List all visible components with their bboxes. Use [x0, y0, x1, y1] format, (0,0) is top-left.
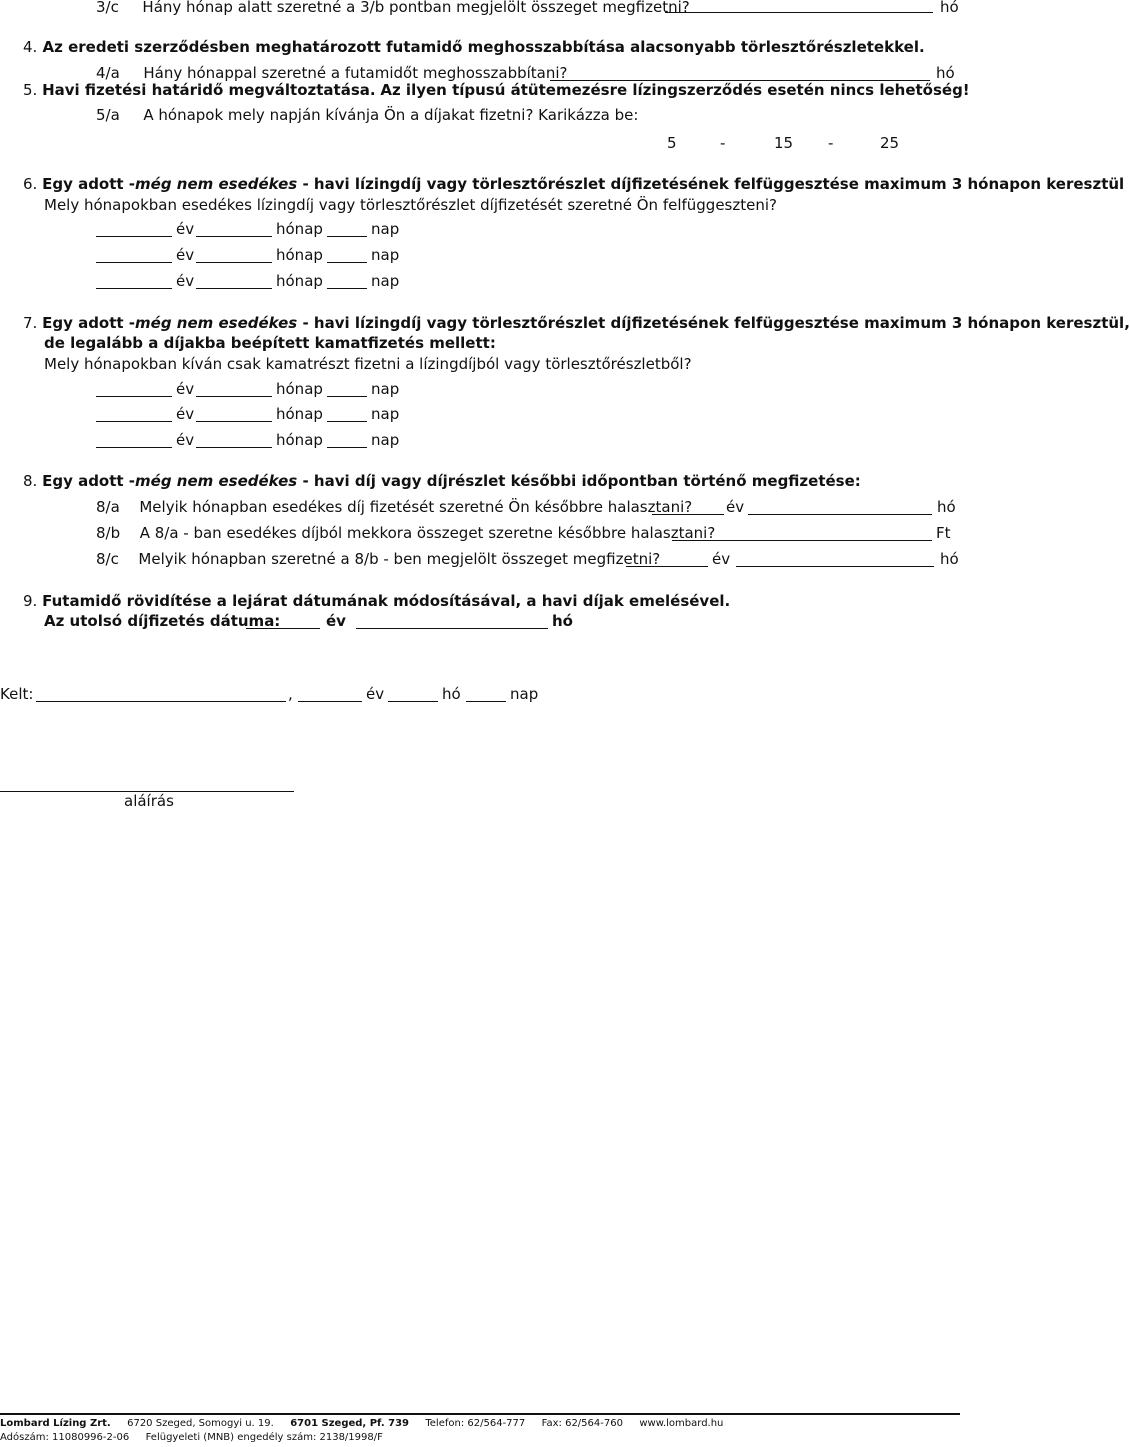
year-input-line[interactable]: [96, 396, 172, 397]
question-text: A 8/a - ban esedékes díjból mekkora összeget szeretne későbbre halasztani?: [139, 524, 716, 542]
option-separator: -: [828, 134, 834, 152]
month-label: hónap: [276, 431, 323, 449]
fax: Fax: 62/564-760: [541, 1418, 623, 1429]
title-part: - havi lízingdíj vagy törlesztőrészlet díjfizetésének felfüggesztése maximum 3 hónapon keresztül: [297, 175, 1125, 193]
month-label: hó: [552, 612, 573, 630]
license-number: Felügyeleti (MNB) engedély szám: 2138/1998/F: [145, 1432, 383, 1443]
day-label: nap: [371, 405, 400, 423]
months-input-line[interactable]: [665, 12, 933, 13]
item-number: 8.: [23, 472, 38, 490]
month-label: hó: [940, 550, 959, 568]
year-label: év: [366, 685, 385, 703]
title-part: Egy adott -: [42, 472, 136, 490]
item-number: 7.: [23, 314, 38, 332]
po-box: 6701 Szeged, Pf. 739: [290, 1418, 409, 1429]
day-input-line[interactable]: [466, 701, 506, 702]
title-emphasis: még nem esedékes: [135, 314, 298, 332]
section-title: Havi fizetési határidő megváltoztatása.: [42, 81, 376, 99]
day-label: nap: [510, 685, 539, 703]
year-input-line[interactable]: [96, 262, 172, 263]
month-label: hó: [937, 498, 956, 516]
item-number: 5.: [23, 81, 38, 99]
month-label: hó: [442, 685, 461, 703]
month-label: hónap: [276, 405, 323, 423]
year-label: év: [176, 405, 195, 423]
unit-label: hó: [936, 64, 955, 82]
footer-divider: [0, 1413, 960, 1415]
year-input-line[interactable]: [96, 447, 172, 448]
item-8b: [96, 523, 715, 543]
year-input-line[interactable]: [626, 566, 708, 567]
day-input-line[interactable]: [327, 421, 367, 422]
section-note: Az ilyen típusú átütemezésre lízingszerződés esetén nincs lehetőség!: [380, 81, 970, 99]
signature-label: aláírás: [124, 792, 174, 810]
item-3c: [96, 0, 690, 17]
day-input-line[interactable]: [327, 262, 367, 263]
question-text: Hány hónappal szeretné a futamidőt meghosszabbítani?: [143, 64, 568, 82]
month-input-line[interactable]: [736, 566, 934, 567]
item-8-title: [23, 471, 861, 491]
question-text: Mely hónapokban esedékes lízingdíj vagy törlesztőrészlet díjfizetését szeretné Ön felfüggeszteni?: [44, 196, 777, 214]
question-text: Mely hónapokban kíván csak kamatrészt fizetni a lízingdíjból vagy törlesztőrészletből?: [44, 355, 692, 373]
year-input-line[interactable]: [96, 236, 172, 237]
year-label: év: [176, 380, 195, 398]
place-label: Kelt:: [0, 685, 34, 703]
title-emphasis: még nem esedékes: [135, 175, 298, 193]
item-number: 6.: [23, 175, 38, 193]
item-number: 5/a: [96, 106, 120, 124]
month-input-line[interactable]: [196, 421, 272, 422]
item-4: [23, 37, 925, 57]
month-input-line[interactable]: [196, 288, 272, 289]
footer-line-1: [0, 1417, 723, 1430]
day-input-line[interactable]: [327, 447, 367, 448]
month-input-line[interactable]: [748, 514, 932, 515]
month-input-line[interactable]: [196, 447, 272, 448]
title-part: Egy adott -: [42, 175, 136, 193]
question-text: Melyik hónapban szeretné a 8/b - ben megjelölt összeget megfizetni?: [138, 550, 661, 568]
day-option-15[interactable]: 15: [774, 134, 794, 152]
year-input-line[interactable]: [96, 421, 172, 422]
month-input-line[interactable]: [356, 628, 548, 629]
month-label: hónap: [276, 380, 323, 398]
item-9-title: [23, 591, 730, 611]
day-input-line[interactable]: [327, 236, 367, 237]
month-input-line[interactable]: [196, 396, 272, 397]
website-link[interactable]: www.lombard.hu: [639, 1418, 724, 1429]
day-label: nap: [371, 272, 400, 290]
currency-label: Ft: [936, 524, 951, 542]
day-label: nap: [371, 431, 400, 449]
month-label: hónap: [276, 272, 323, 290]
item-5: [23, 80, 970, 100]
item-number: 3/c: [96, 0, 119, 16]
month-label: hónap: [276, 246, 323, 264]
month-label: hónap: [276, 220, 323, 238]
year-input-line[interactable]: [298, 701, 362, 702]
title-part: Egy adott -: [42, 314, 136, 332]
year-input-line[interactable]: [652, 514, 724, 515]
comma: ,: [288, 685, 293, 703]
item-8a: [96, 497, 692, 517]
item-number: 8/a: [96, 498, 120, 516]
day-label: nap: [371, 220, 400, 238]
title-part: - havi lízingdíj vagy törlesztőrészlet díjfizetésének felfüggesztése maximum 3 hónapon keresztül,: [297, 314, 1130, 332]
day-option-25[interactable]: 25: [880, 134, 900, 152]
day-option-5[interactable]: 5: [667, 134, 677, 152]
last-payment-label: Az utolsó díjfizetés dátuma:: [44, 612, 281, 630]
unit-label: hó: [940, 0, 959, 16]
item-number: 8/b: [96, 524, 121, 542]
item-number: 8/c: [96, 550, 119, 568]
company-name: Lombard Lízing Zrt.: [0, 1418, 111, 1429]
year-label: év: [176, 246, 195, 264]
section-title: Az eredeti szerződésben meghatározott futamidő meghosszabbítása alacsonyabb törlesztőrészletekkel.: [42, 38, 925, 56]
item-number: 9.: [23, 592, 38, 610]
year-label: év: [726, 498, 745, 516]
item-5a: [96, 105, 638, 125]
title-part: - havi díj vagy díjrészlet későbbi időpontban történő megfizetése:: [297, 472, 861, 490]
item-number: 4.: [23, 38, 38, 56]
place-input-line[interactable]: [36, 701, 286, 702]
month-input-line[interactable]: [196, 262, 272, 263]
year-label: év: [176, 272, 195, 290]
item-8c: [96, 549, 660, 569]
item-6-title: [23, 174, 1124, 194]
year-label: év: [176, 220, 195, 238]
item-7-title: [23, 313, 1130, 333]
footer-line-2: [0, 1431, 383, 1444]
year-input-line[interactable]: [96, 288, 172, 289]
year-label: év: [712, 550, 731, 568]
title-emphasis: még nem esedékes: [135, 472, 298, 490]
section-title: Futamidő rövidítése a lejárat dátumának módosításával, a havi díjak emelésével.: [42, 592, 731, 610]
question-text: Melyik hónapban esedékes díj fizetését szeretné Ön későbbre halasztani?: [139, 498, 693, 516]
item-number: 4/a: [96, 64, 120, 82]
month-input-line[interactable]: [196, 236, 272, 237]
year-label: év: [326, 612, 346, 630]
year-label: év: [176, 431, 195, 449]
company-address: 6720 Szeged, Somogyi u. 19.: [127, 1418, 274, 1429]
amount-input-line[interactable]: [672, 540, 932, 541]
year-input-line[interactable]: [246, 628, 320, 629]
question-text: Hány hónap alatt szeretné a 3/b pontban megjelölt összeget megfizetni?: [142, 0, 690, 16]
day-label: nap: [371, 246, 400, 264]
question-text: A hónapok mely napján kívánja Ön a díjakat fizetni? Karikázza be:: [143, 106, 639, 124]
day-input-line[interactable]: [327, 288, 367, 289]
title-continuation: de legalább a díjakba beépített kamatfizetés mellett:: [44, 334, 496, 352]
phone: Telefon: 62/564-777: [425, 1418, 526, 1429]
month-input-line[interactable]: [388, 701, 438, 702]
day-label: nap: [371, 380, 400, 398]
day-input-line[interactable]: [327, 396, 367, 397]
tax-number: Adószám: 11080996-2-06: [0, 1432, 130, 1443]
option-separator: -: [720, 134, 726, 152]
